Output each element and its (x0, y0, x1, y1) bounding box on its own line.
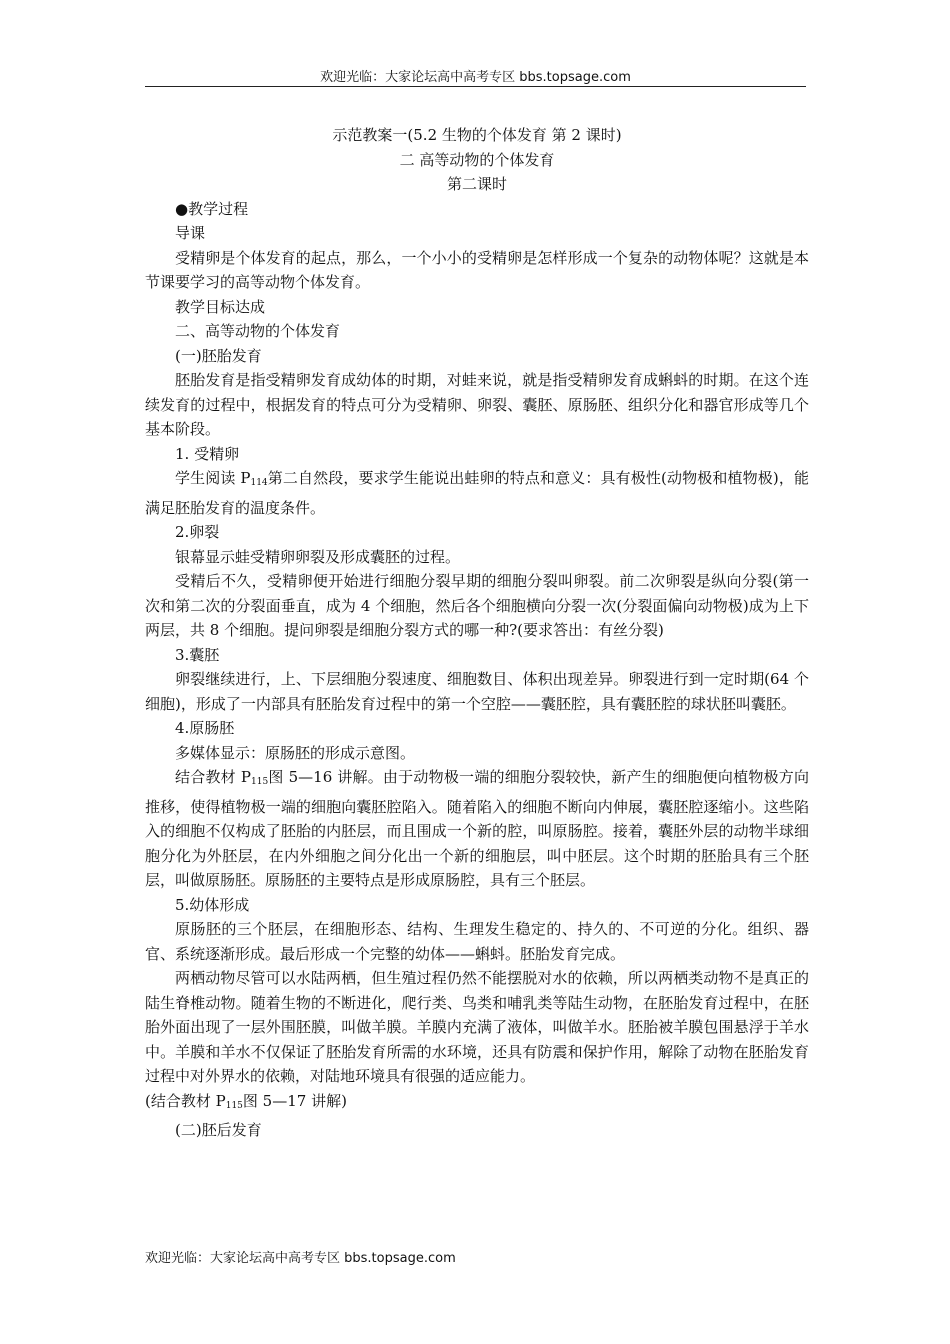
lesson-label: 第二课时 (446, 175, 507, 193)
page-number-subscript: 115 (251, 777, 269, 787)
page-header: 欢迎光临：大家论坛高中高考专区 bbs.topsage.com (320, 70, 631, 85)
paragraph: 受精卵是个体发育的起点，那么，一个小小的受精卵是怎样形成一个复杂的动物体呢？这就是本节课要学习的高等动物个体发育。 (145, 248, 809, 291)
paragraph (145, 466, 809, 520)
section-heading: 导课 (175, 224, 206, 242)
subsection-heading: (一)胚胎发育 (175, 346, 262, 365)
page-number-subscript: 114 (250, 478, 268, 488)
paragraph: 两栖动物尽管可以水陆两栖，但生殖过程仍然不能摆脱对水的依赖，所以两栖类动物不是真正的陆生脊椎动物。随着生物的不断进化，爬行类、鸟类和哺乳类等陆生动物，在胚胎发育过程中，在胚胎外面出现了一层外围胚膜，叫做羊膜。羊膜内充满了液体，叫做羊水。胚胎被羊膜包围悬浮于羊水中。羊膜和羊水不仅保证了胚胎发育所需的水环境，还具有防震和保护作用，解除了动物在胚胎发育过程中对外界水的依赖，对陆地环境具有很强的适应能力。 (145, 969, 809, 1085)
stage-heading: 3.囊胚 (175, 645, 220, 664)
subsection-heading: (二)胚后发育 (175, 1121, 262, 1139)
stage-heading: 1. 受精卵 (175, 444, 240, 463)
section-heading: 二、高等动物的个体发育 (175, 322, 341, 340)
page-number-subscript: 115 (225, 1100, 243, 1111)
text-run: 图 5—16 讲解。由于动物极一端的细胞分裂较快，新产生的细胞便向植物极方向推移，使得植物极一端的细胞向囊胚腔陷入。随着陷入的细胞不断向内伸展，囊胚腔逐缩小。这些陷入的细胞不仅构成了胚胎的内胚层，而且围成一个新的腔，叫原肠腔。接着，囊胚外层的动物半球细胞分化为外胚层，在内外细胞之间分化出一个新的细胞层，叫中胚层。这个时期的胚胎具有三个胚层，叫做原肠胚。原肠胚的主要特点是形成原肠腔，具有三个胚层。 (145, 768, 809, 889)
text-run: 图 5—17 讲解) (242, 1091, 347, 1110)
stage-heading: 2.卵裂 (175, 523, 220, 541)
header-divider (145, 86, 806, 87)
figure-note (145, 1089, 809, 1119)
section-heading: 教学目标达成 (175, 297, 266, 316)
paragraph (145, 765, 809, 893)
text-run: 学生阅读 P (175, 469, 251, 487)
paragraph: 多媒体显示：原肠胚的形成示意图。 (175, 743, 416, 762)
stage-heading: 5.幼体形成 (175, 895, 250, 914)
paragraph: 银幕显示蛙受精卵卵裂及形成囊胚的过程。 (175, 547, 461, 566)
text-run: 第二自然段，要求学生能说出蛙卵的特点和意义：具有极性(动物极和植物极)，能满足胚胎发育的温度条件。 (145, 469, 809, 517)
paragraph: 原肠胚的三个胚层，在细胞形态、结构、生理发生稳定的、持久的、不可逆的分化。组织、器官、系统逐渐形成。最后形成一个完整的幼体——蝌蚪。胚胎发育完成。 (145, 920, 809, 963)
stage-heading: 4.原肠胚 (175, 719, 235, 737)
document-title: 示范教案一(5.2 生物的个体发育 第 2 课时) (332, 126, 622, 144)
paragraph: 胚胎发育是指受精卵发育成幼体的时期，对蛙来说，就是指受精卵发育成蝌蚪的时期。在这个连续发育的过程中，根据发育的特点可分为受精卵、卵裂、囊胚、原肠胚、组织分化和器官形成等几个基本阶段。 (145, 371, 809, 438)
paragraph: 受精后不久，受精卵便开始进行细胞分裂早期的细胞分裂叫卵裂。前二次卵裂是纵向分裂(第一次和第二次的分裂面垂直，成为 4 个细胞，然后各个细胞横向分裂一次(分裂面偏向动物极)成为上下两层，共 8 个细胞。提问卵裂是细胞分裂方式的哪一种?(要求答出：有丝分裂) (145, 572, 809, 639)
document-subtitle: 二 高等动物的个体发育 (399, 150, 555, 169)
document-body (145, 123, 809, 1143)
page-footer: 欢迎光临：大家论坛高中高考专区 bbs.topsage.com (145, 1251, 456, 1266)
text-run: 结合教材 P (175, 768, 251, 786)
section-heading: ●教学过程 (175, 199, 249, 218)
paragraph: 卵裂继续进行，上、下层细胞分裂速度、细胞数目、体积出现差异。卵裂进行到一定时期(64 个细胞)，形成了一内部具有胚胎发育过程中的第一个空腔——囊胚腔，具有囊胚腔的球状胚叫囊胚。 (145, 670, 809, 713)
text-run: (结合教材 P (145, 1091, 226, 1110)
